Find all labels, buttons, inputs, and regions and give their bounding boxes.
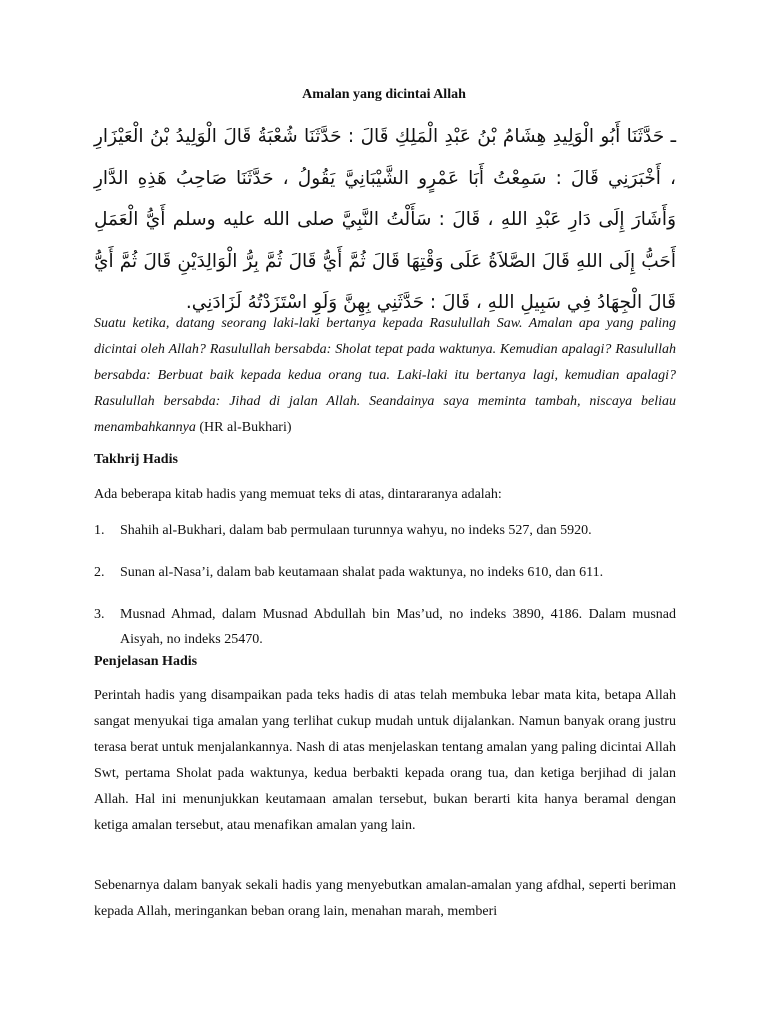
list-item-text: Shahih al-Bukhari, dalam bab permulaan turunnya wahyu, no indeks 527, dan 5920. (120, 523, 592, 538)
page-title: Amalan yang dicintai Allah (302, 87, 466, 102)
takhrij-list (94, 518, 676, 652)
translation-text: Suatu ketika, datang seorang laki-laki bertanya kepada Rasulullah Saw. Amalan apa yang paling dicintai oleh Allah? Rasulullah bersabda: Sholat tepat pada waktunya. Kemudian apalagi? Rasulullah bersabda: Berbuat baik kepada kedua orang tua. Laki-laki itu bertanya lagi, kemudian apalagi? Rasulullah bersabda: Jihad di jalan Allah. Seandainya saya meminta tambah, niscaya beliau menambahkannya (94, 316, 676, 435)
list-item (94, 602, 676, 652)
list-item-text: Musnad Ahmad, dalam Musnad Abdullah bin Mas’ud, no indeks 3890, 4186. Dalam musnad Aisyah, no indeks 25470. (120, 607, 676, 647)
list-item-number: 3. (94, 607, 105, 622)
list-item-text: Sunan al-Nasa’i, dalam bab keutamaan shalat pada waktunya, no indeks 610, dan 611. (120, 565, 604, 580)
penjelasan-paragraph-2: Sebenarnya dalam banyak sekali hadis yang menyebutkan amalan-amalan yang afdhal, seperti beriman kepada Allah, meringankan beban orang lain, menahan marah, memberi (94, 878, 676, 919)
hadith-reference: (HR al-Bukhari) (199, 420, 292, 435)
list-item (94, 518, 676, 543)
list-item-number: 2. (94, 565, 105, 580)
hadith-translation (94, 311, 676, 441)
takhrij-heading: Takhrij Hadis (94, 452, 178, 467)
arabic-hadith-text: ـ حَدَّثَنَا أَبُو الْوَلِيدِ هِشَامُ بْنُ عَبْدِ الْمَلِكِ قَالَ : حَدَّثَنَا شُعْبَةُ قَالَ الْوَلِيدُ بْنُ الْعَيْزَارِ ، أَخْبَرَنِي قَالَ : سَمِعْتُ أَبَا عَمْرٍو الشَّيْبَانِيَّ يَقُولُ ، حَدَّثَنَا صَاحِبُ هَذِهِ الدَّارِ وَأَشَارَ إِلَى دَارِ عَبْدِ اللهِ ، قَالَ : سَأَلْتُ النَّبِيَّ صلى الله عليه وسلم أَيُّ الْعَمَلِ أَحَبُّ إِلَى اللهِ قَالَ الصَّلاَةُ عَلَى وَقْتِهَا قَالَ ثُمَّ أَيُّ قَالَ ثُمَّ بِرُّ الْوَالِدَيْنِ قَالَ ثُمَّ أَيُّ قَالَ الْجِهَادُ فِي سَبِيلِ اللهِ ، قَالَ : حَدَّثَنِي بِهِنَّ وَلَوِ اسْتَزَدْتُهُ لَزَادَنِي. (94, 126, 676, 313)
list-item (94, 560, 676, 585)
takhrij-intro: Ada beberapa kitab hadis yang memuat teks di atas, dintararanya adalah: (94, 487, 502, 502)
list-item-number: 1. (94, 523, 105, 538)
penjelasan-paragraph-1: Perintah hadis yang disampaikan pada teks hadis di atas telah membuka lebar mata kita, betapa Allah sangat menyukai tiga amalan yang terlihat cukup mudah untuk dijalankan. Namun banyak orang justru terasa berat untuk menjalankannya. Nash di atas menjelaskan tentang amalan yang paling dicintai Allah Swt, pertama Sholat pada waktunya, kedua berbakti kepada orang tua, dan ketiga berjihad di jalan Allah. Hal ini menunjukkan keutamaan amalan tersebut, bukan berarti kita hanya beramal dengan ketiga amalan tersebut, atau menafikan amalan yang lain. (94, 688, 676, 833)
penjelasan-heading: Penjelasan Hadis (94, 654, 198, 669)
